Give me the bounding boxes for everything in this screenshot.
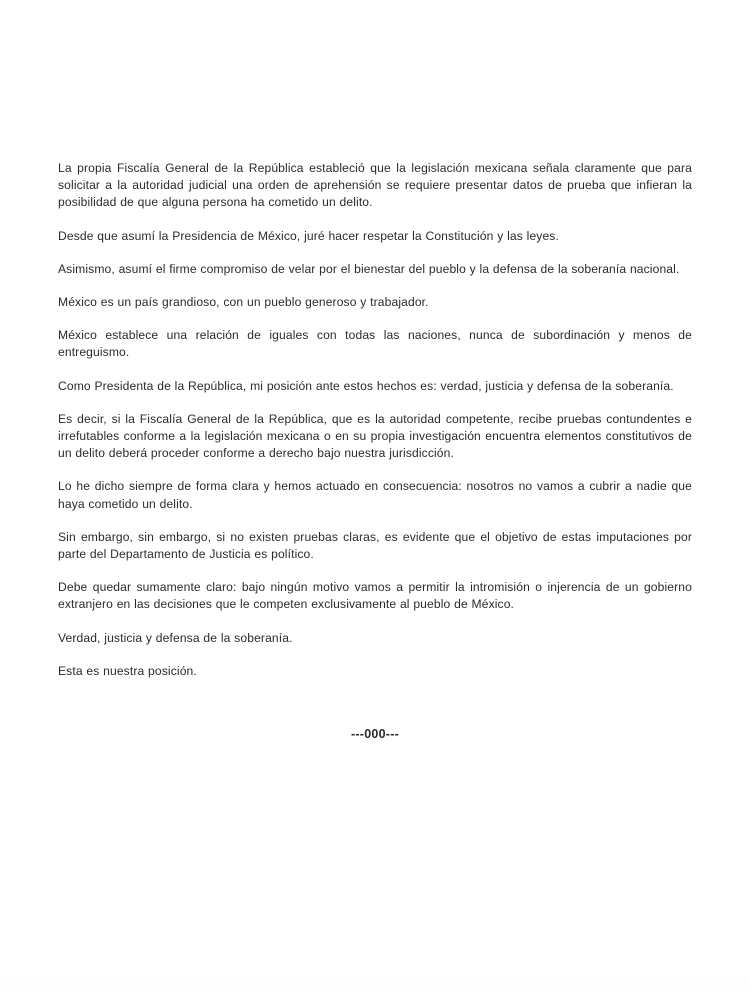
paragraph: México establece una relación de iguales con todas las naciones, nunca de subordinación y menos de entreguismo. xyxy=(58,328,692,360)
paragraph: Lo he dicho siempre de forma clara y hemos actuado en consecuencia: nosotros no vamos a cubrir a nadie que haya cometido un delito. xyxy=(58,479,692,511)
paragraph: Es decir, si la Fiscalía General de la República, que es la autoridad competente, recibe pruebas contundentes e irrefutables conforme a la legislación mexicana o en su propia investigación encuentra elementos constitutivos de un delito deberá proceder conforme a derecho bajo nuestra jurisdicción. xyxy=(58,411,692,461)
paragraph: Sin embargo, sin embargo, si no existen pruebas claras, es evidente que el objetivo de estas imputaciones por parte del Departamento de Justicia es político. xyxy=(58,529,692,562)
page-bottom-edge xyxy=(0,982,750,990)
paragraph: Verdad, justicia y defensa de la soberanía. xyxy=(58,630,293,645)
paragraph: Asimismo, asumí el firme compromiso de velar por el bienestar del pueblo y la defensa de la soberanía nacional. xyxy=(58,261,680,276)
end-of-document-separator: ---000--- xyxy=(350,727,400,741)
paragraph: Esta es nuestra posición. xyxy=(58,663,197,678)
paragraph: Como Presidenta de la República, mi posición ante estos hechos es: verdad, justicia y defensa de la soberanía. xyxy=(58,378,674,393)
paragraph: Debe quedar sumamente claro: bajo ningún motivo vamos a permitir la intromisión o injerencia de un gobierno extranjero en las decisiones que le competen exclusivamente al pueblo de México. xyxy=(58,580,692,612)
paragraph: México es un país grandioso, con un pueblo generoso y trabajador. xyxy=(58,295,429,310)
paragraph: La propia Fiscalía General de la República estableció que la legislación mexicana señala claramente que para solicitar a la autoridad judicial una orden de aprehensión se requiere presentar datos de prueba que infieran la posibilidad de que alguna persona ha cometido un delito. xyxy=(58,161,692,210)
paragraph: Desde que asumí la Presidencia de México, juré hacer respetar la Constitución y las leyes. xyxy=(58,228,559,243)
document-body xyxy=(58,160,692,680)
